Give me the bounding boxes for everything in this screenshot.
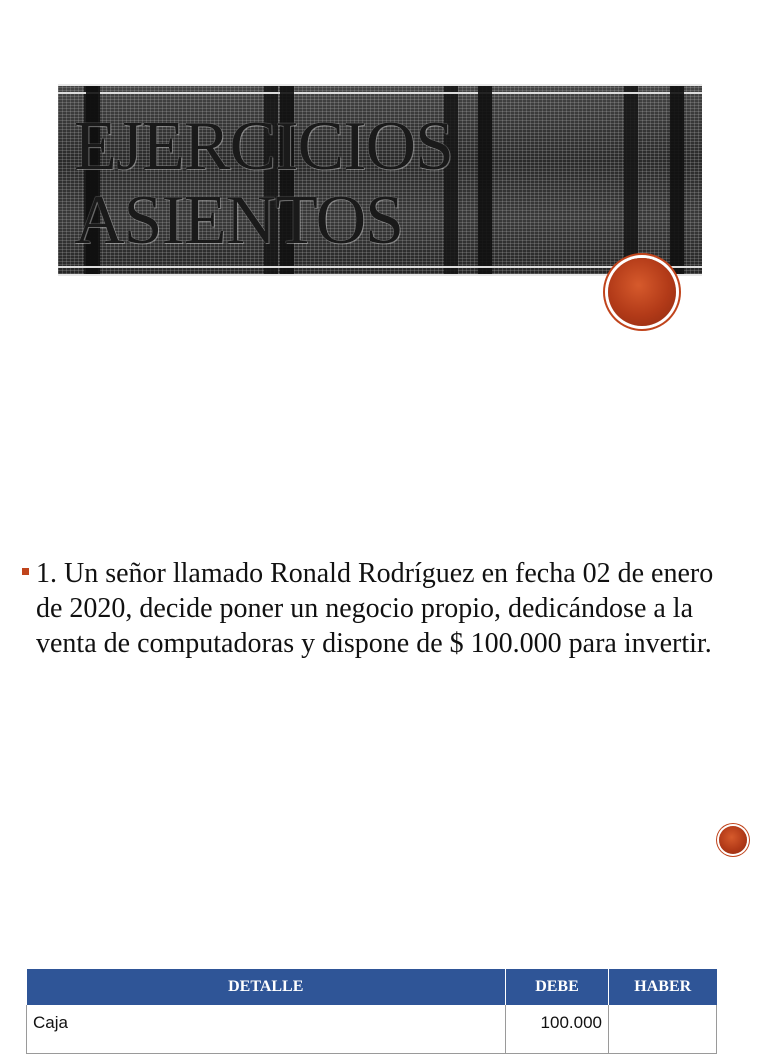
table-row xyxy=(27,1005,717,1054)
exercise-bullet xyxy=(22,556,722,661)
banner-texture-stripe xyxy=(478,86,492,274)
header-debe: DEBE xyxy=(506,969,609,1005)
slide-title-line-2: ASIENTOS xyxy=(74,182,404,259)
cell-debe: 100.000 xyxy=(506,1005,609,1054)
journal-entry-table xyxy=(26,969,717,1054)
header-detalle: DETALLE xyxy=(27,969,506,1005)
banner-texture-stripe xyxy=(670,86,684,274)
decorative-circle-small xyxy=(719,826,747,854)
header-haber: HABER xyxy=(609,969,717,1005)
table-header-row xyxy=(27,969,717,1005)
slide-title xyxy=(74,110,453,258)
decorative-circle-large xyxy=(608,258,676,326)
cell-haber xyxy=(609,1005,717,1054)
title-banner xyxy=(58,84,702,276)
exercise-text: 1. Un señor llamado Ronald Rodríguez en fecha 02 de enero de 2020, decide poner un negocio propio, dedicándose a la venta de computadoras y dispone de $ 100.000 para invertir. xyxy=(36,558,714,659)
cell-detalle: Caja xyxy=(27,1005,506,1054)
slide-title-line-1: EJERCICIOS xyxy=(74,108,453,185)
square-bullet-icon xyxy=(22,568,29,575)
